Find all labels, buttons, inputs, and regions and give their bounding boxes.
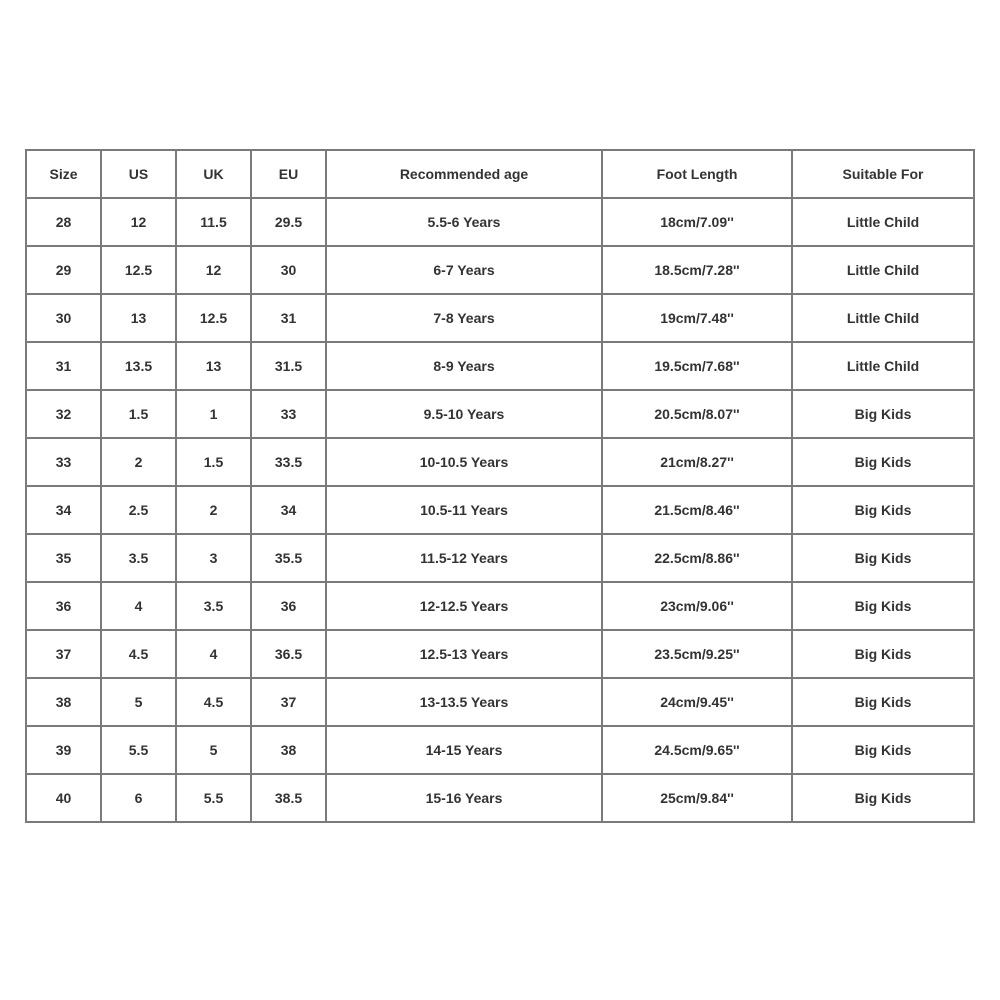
cell-foot-length: 18.5cm/7.28'' [602, 246, 792, 294]
cell-us: 6 [101, 774, 176, 822]
cell-size: 35 [26, 534, 101, 582]
cell-uk: 3 [176, 534, 251, 582]
cell-suitable-for: Little Child [792, 342, 974, 390]
cell-size: 29 [26, 246, 101, 294]
cell-uk: 4 [176, 630, 251, 678]
cell-uk: 1 [176, 390, 251, 438]
cell-recommended-age: 12-12.5 Years [326, 582, 602, 630]
cell-eu: 38.5 [251, 774, 326, 822]
cell-us: 4.5 [101, 630, 176, 678]
header-us: US [101, 150, 176, 198]
table-row [26, 486, 974, 534]
cell-eu: 30 [251, 246, 326, 294]
table-body [26, 198, 974, 822]
table-row [26, 678, 974, 726]
cell-foot-length: 21.5cm/8.46'' [602, 486, 792, 534]
header-eu: EU [251, 150, 326, 198]
cell-recommended-age: 8-9 Years [326, 342, 602, 390]
cell-foot-length: 21cm/8.27'' [602, 438, 792, 486]
cell-suitable-for: Little Child [792, 198, 974, 246]
cell-size: 28 [26, 198, 101, 246]
cell-eu: 33.5 [251, 438, 326, 486]
cell-size: 34 [26, 486, 101, 534]
header-foot-length: Foot Length [602, 150, 792, 198]
cell-foot-length: 19cm/7.48'' [602, 294, 792, 342]
cell-us: 5.5 [101, 726, 176, 774]
cell-size: 39 [26, 726, 101, 774]
cell-size: 40 [26, 774, 101, 822]
cell-recommended-age: 13-13.5 Years [326, 678, 602, 726]
cell-eu: 31 [251, 294, 326, 342]
cell-uk: 2 [176, 486, 251, 534]
cell-eu: 37 [251, 678, 326, 726]
cell-recommended-age: 15-16 Years [326, 774, 602, 822]
cell-recommended-age: 12.5-13 Years [326, 630, 602, 678]
cell-eu: 35.5 [251, 534, 326, 582]
cell-eu: 36.5 [251, 630, 326, 678]
cell-us: 12.5 [101, 246, 176, 294]
cell-suitable-for: Big Kids [792, 630, 974, 678]
cell-eu: 29.5 [251, 198, 326, 246]
table-row [26, 438, 974, 486]
cell-us: 13.5 [101, 342, 176, 390]
cell-suitable-for: Big Kids [792, 534, 974, 582]
cell-foot-length: 20.5cm/8.07'' [602, 390, 792, 438]
cell-us: 1.5 [101, 390, 176, 438]
cell-foot-length: 23cm/9.06'' [602, 582, 792, 630]
cell-foot-length: 23.5cm/9.25'' [602, 630, 792, 678]
cell-suitable-for: Little Child [792, 246, 974, 294]
cell-suitable-for: Big Kids [792, 438, 974, 486]
cell-eu: 36 [251, 582, 326, 630]
cell-recommended-age: 10-10.5 Years [326, 438, 602, 486]
header-size: Size [26, 150, 101, 198]
table-header [26, 150, 974, 198]
cell-recommended-age: 6-7 Years [326, 246, 602, 294]
header-row [26, 150, 974, 198]
cell-suitable-for: Big Kids [792, 726, 974, 774]
table-row [26, 198, 974, 246]
table-row [26, 726, 974, 774]
cell-eu: 33 [251, 390, 326, 438]
header-suitable-for: Suitable For [792, 150, 974, 198]
table-row [26, 246, 974, 294]
cell-uk: 13 [176, 342, 251, 390]
cell-suitable-for: Big Kids [792, 582, 974, 630]
cell-uk: 11.5 [176, 198, 251, 246]
cell-us: 4 [101, 582, 176, 630]
table-row [26, 294, 974, 342]
cell-recommended-age: 14-15 Years [326, 726, 602, 774]
table-row [26, 534, 974, 582]
cell-uk: 12.5 [176, 294, 251, 342]
cell-foot-length: 25cm/9.84'' [602, 774, 792, 822]
table-row [26, 342, 974, 390]
cell-us: 3.5 [101, 534, 176, 582]
cell-us: 2 [101, 438, 176, 486]
cell-size: 33 [26, 438, 101, 486]
cell-size: 36 [26, 582, 101, 630]
cell-recommended-age: 7-8 Years [326, 294, 602, 342]
table-row [26, 582, 974, 630]
cell-foot-length: 18cm/7.09'' [602, 198, 792, 246]
cell-suitable-for: Big Kids [792, 390, 974, 438]
cell-recommended-age: 9.5-10 Years [326, 390, 602, 438]
cell-suitable-for: Big Kids [792, 678, 974, 726]
cell-size: 31 [26, 342, 101, 390]
cell-foot-length: 22.5cm/8.86'' [602, 534, 792, 582]
cell-eu: 38 [251, 726, 326, 774]
cell-size: 37 [26, 630, 101, 678]
cell-foot-length: 19.5cm/7.68'' [602, 342, 792, 390]
cell-us: 5 [101, 678, 176, 726]
cell-recommended-age: 5.5-6 Years [326, 198, 602, 246]
cell-suitable-for: Big Kids [792, 774, 974, 822]
cell-us: 13 [101, 294, 176, 342]
cell-us: 2.5 [101, 486, 176, 534]
cell-size: 38 [26, 678, 101, 726]
cell-uk: 5.5 [176, 774, 251, 822]
table-row [26, 630, 974, 678]
cell-eu: 31.5 [251, 342, 326, 390]
cell-size: 32 [26, 390, 101, 438]
cell-size: 30 [26, 294, 101, 342]
cell-suitable-for: Little Child [792, 294, 974, 342]
header-uk: UK [176, 150, 251, 198]
cell-uk: 4.5 [176, 678, 251, 726]
cell-foot-length: 24.5cm/9.65'' [602, 726, 792, 774]
cell-suitable-for: Big Kids [792, 486, 974, 534]
cell-uk: 5 [176, 726, 251, 774]
table-row [26, 390, 974, 438]
header-recommended-age: Recommended age [326, 150, 602, 198]
cell-eu: 34 [251, 486, 326, 534]
size-chart-table [25, 149, 975, 823]
cell-uk: 12 [176, 246, 251, 294]
cell-uk: 3.5 [176, 582, 251, 630]
cell-us: 12 [101, 198, 176, 246]
table-row [26, 774, 974, 822]
cell-foot-length: 24cm/9.45'' [602, 678, 792, 726]
cell-recommended-age: 11.5-12 Years [326, 534, 602, 582]
cell-uk: 1.5 [176, 438, 251, 486]
cell-recommended-age: 10.5-11 Years [326, 486, 602, 534]
